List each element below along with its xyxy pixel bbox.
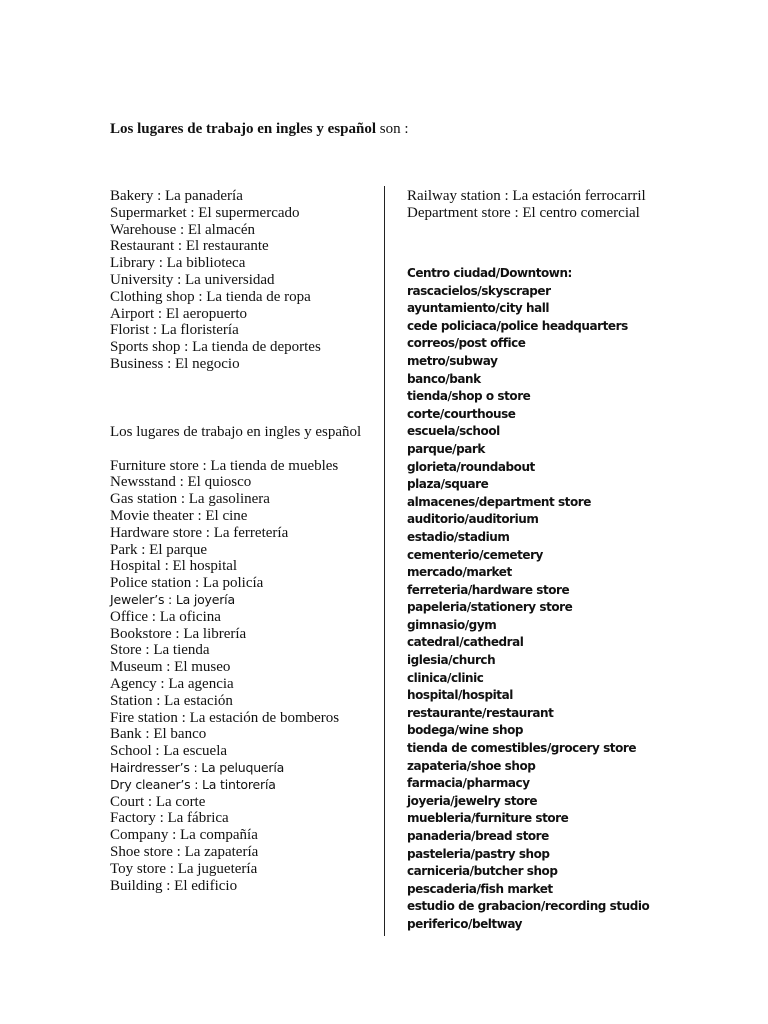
list-item: corte/courthouse — [407, 406, 516, 421]
list-item: Bookstore : La librería — [110, 625, 247, 642]
list-item: cementerio/cemetery — [407, 547, 543, 562]
list-item: Supermarket : El supermercado — [110, 204, 300, 221]
list-item: almacenes/department store — [407, 494, 591, 509]
list-item: Library : La biblioteca — [110, 255, 246, 272]
list-item: Court : La corte — [110, 793, 206, 810]
workplaces-list-c — [407, 188, 737, 222]
workplaces-section-b — [110, 424, 375, 894]
list-item: parque/park — [407, 441, 485, 456]
list-item: clinica/clinic — [407, 670, 484, 685]
list-item: ferreteria/hardware store — [407, 582, 570, 597]
downtown-vocabulary-list — [407, 265, 737, 934]
list-item: mercado/market — [407, 565, 512, 580]
list-item: Building : El edificio — [110, 877, 238, 894]
list-item: Toy store : La juguetería — [110, 860, 258, 877]
list-item: gimnasio/gym — [407, 617, 497, 632]
list-item: pasteleria/pastry shop — [407, 846, 550, 861]
list-item: iglesia/church — [407, 653, 496, 668]
list-item: muebleria/furniture store — [407, 811, 569, 826]
list-item: Bakery : La panadería — [110, 188, 243, 204]
list-item: cede policiaca/police headquarters — [407, 318, 628, 333]
list-item: joyeria/jewelry store — [407, 793, 538, 808]
list-item: papeleria/stationery store — [407, 600, 573, 615]
list-item: Florist : La floristería — [110, 322, 239, 339]
list-item: Shoe store : La zapatería — [110, 843, 259, 860]
list-item: glorieta/roundabout — [407, 459, 535, 474]
list-item: Warehouse : El almacén — [110, 221, 255, 238]
document-title — [110, 121, 409, 138]
list-item: ayuntamiento/city hall — [407, 301, 550, 316]
list-item: Centro ciudad/Downtown: — [407, 266, 572, 280]
list-item: Museum : El museo — [110, 659, 231, 676]
list-item: escuela/school — [407, 424, 500, 439]
list-item: estadio/stadium — [407, 529, 510, 544]
list-item: Factory : La fábrica — [110, 810, 229, 827]
list-item: Dry cleaner’s : La tintorería — [110, 776, 276, 792]
list-item: metro/subway — [407, 353, 498, 368]
list-item: Office : La oficina — [110, 608, 221, 625]
list-item: Hardware store : La ferretería — [110, 524, 289, 541]
list-item: Company : La compañía — [110, 827, 258, 844]
list-item: Railway station : La estación ferrocarril — [407, 188, 646, 204]
list-item: Gas station : La gasolinera — [110, 491, 270, 508]
list-item: School : La escuela — [110, 743, 228, 760]
document-title-rest: son : — [376, 121, 409, 137]
document-title-bold: Los lugares de trabajo en ingles y español — [110, 121, 376, 137]
list-item: Hospital : El hospital — [110, 558, 238, 575]
list-item: farmacia/pharmacy — [407, 776, 530, 791]
list-item: pescaderia/fish market — [407, 881, 553, 896]
list-item: banco/bank — [407, 371, 481, 386]
list-item: Airport : El aeropuerto — [110, 305, 248, 322]
list-item: Jeweler’s : La joyería — [110, 591, 235, 607]
list-item: Sports shop : La tienda de deportes — [110, 339, 321, 356]
list-item: Store : La tienda — [110, 642, 210, 659]
list-item: zapateria/shoe shop — [407, 758, 536, 773]
list-item: Furniture store : La tienda de muebles — [110, 457, 339, 474]
section-b-heading: Los lugares de trabajo en ingles y español — [110, 424, 362, 440]
list-item: Station : La estación — [110, 692, 233, 709]
list-item: Park : El parque — [110, 541, 208, 558]
list-item: tienda de comestibles/grocery store — [407, 741, 637, 756]
list-item: catedral/cathedral — [407, 635, 524, 650]
list-item: tienda/shop o store — [407, 389, 531, 404]
list-item: Hairdresser’s : La peluquería — [110, 759, 285, 775]
list-item: restaurante/restaurant — [407, 705, 554, 720]
list-item: carniceria/butcher shop — [407, 864, 558, 879]
list-item: hospital/hospital — [407, 688, 513, 703]
list-item: plaza/square — [407, 477, 489, 492]
column-divider — [384, 186, 385, 936]
list-item: Business : El negocio — [110, 355, 240, 372]
workplaces-list-b — [110, 458, 375, 895]
list-item: estudio de grabacion/recording studio — [407, 899, 650, 914]
workplaces-list-a — [110, 188, 375, 373]
list-item: Fire station : La estación de bomberos — [110, 709, 340, 726]
list-item: panaderia/bread store — [407, 829, 549, 843]
list-item: correos/post office — [407, 336, 526, 351]
list-item: periferico/beltway — [407, 916, 523, 931]
list-item: Department store : El centro comercial — [407, 204, 640, 221]
list-item: Restaurant : El restaurante — [110, 238, 269, 255]
list-item: University : La universidad — [110, 271, 275, 288]
list-item: Agency : La agencia — [110, 675, 234, 692]
list-item: Newsstand : El quiosco — [110, 474, 252, 491]
list-item: Police station : La policía — [110, 575, 264, 592]
list-item: bodega/wine shop — [407, 723, 524, 738]
list-item: Movie theater : El cine — [110, 507, 248, 524]
list-item: Clothing shop : La tienda de ropa — [110, 288, 311, 305]
list-item: auditorio/auditorium — [407, 512, 539, 527]
list-item: Bank : El banco — [110, 726, 207, 743]
list-item: rascacielos/skyscraper — [407, 283, 551, 298]
